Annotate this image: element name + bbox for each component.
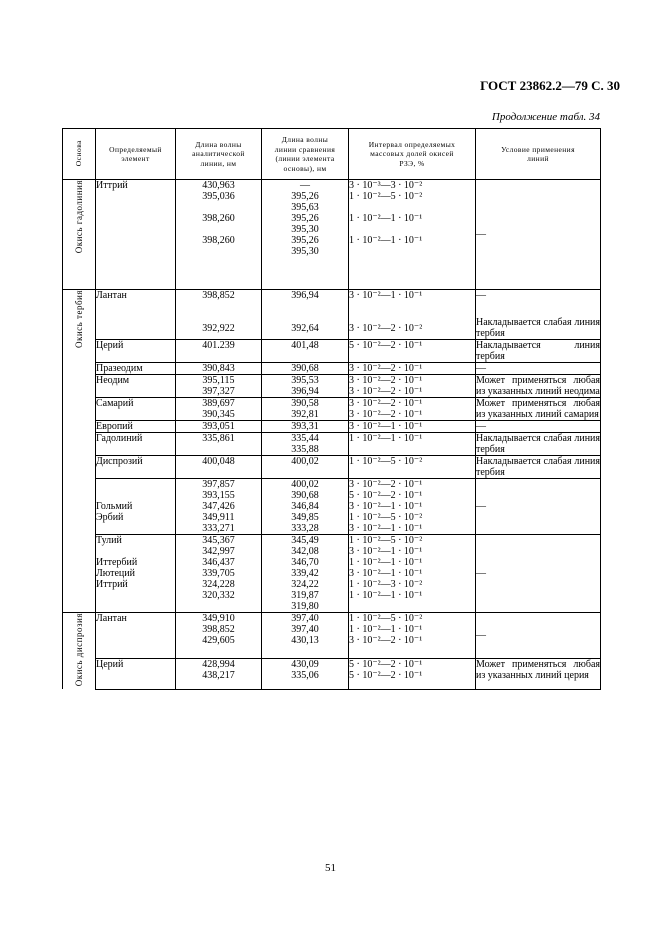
range-cell-line: 1 · 10⁻²—1 · 10⁻¹ [349,213,423,224]
element-cell [96,363,176,375]
element-cell [96,290,176,302]
element-cell-line: Лютеций [96,568,135,579]
range-cell-line: 1 · 10⁻²—5 · 10⁻² [349,512,423,523]
comparison-wavelength-cell-line: 396,94 [291,290,319,301]
range-cell-line [349,601,475,612]
comparison-wavelength-cell [262,301,349,340]
condition-text: — [476,501,486,512]
element-cell [96,398,176,421]
comparison-wavelength-cell-line: 335,44 [291,433,319,444]
analytic-wavelength-cell-line: 324,228 [202,579,235,590]
condition-cell [476,613,601,659]
range-cell-line: 3 · 10⁻²—2 · 10⁻¹ [349,375,423,386]
element-cell [96,421,176,433]
condition-text: Накладывается слабая линия тербия [476,456,600,478]
table-row [63,613,601,659]
comparison-wavelength-cell-line: 346,70 [291,557,319,568]
range-cell-line: 1 · 10⁻²—5 · 10⁻² [349,191,423,202]
element-cell-line: Иттрий [96,180,128,191]
table-row [63,456,601,479]
analytic-wavelength-cell [176,340,262,363]
analytic-wavelength-cell-line [176,202,261,213]
analytic-wavelength-cell [176,421,262,433]
comparison-wavelength-cell-line: 397,40 [291,613,319,624]
base-cell-terbium [63,290,96,613]
comparison-wavelength-cell [262,658,349,689]
analytic-wavelength-cell-line: 390,843 [202,363,235,374]
analytic-wavelength-cell-line: 397,327 [202,386,235,397]
comparison-wavelength-cell [262,180,349,290]
comparison-wavelength-cell [262,613,349,659]
comparison-wavelength-cell-line: 339,42 [291,568,319,579]
range-cell [349,375,476,398]
comparison-wavelength-cell-line: 319,87 [291,590,319,601]
element-cell-line: Тулий [96,535,122,546]
analytic-wavelength-cell [176,456,262,479]
range-cell-line: 1 · 10⁻²—1 · 10⁻¹ [349,590,423,601]
header-analytic-wavelength: Длина волны аналитической линии, нм [176,129,262,180]
comparison-wavelength-cell [262,479,349,535]
element-cell-line: Эрбий [96,512,124,523]
comparison-wavelength-cell-line: 319,80 [291,601,319,612]
range-cell-line: 3 · 10⁻²—2 · 10⁻¹ [349,635,423,646]
table-row [63,375,601,398]
range-cell-line [349,312,475,323]
analytic-wavelength-cell-line: 342,997 [202,546,235,557]
comparison-wavelength-cell [262,290,349,302]
element-cell [96,433,176,456]
table-body [63,180,601,690]
analytic-wavelength-cell-line: 345,367 [202,535,235,546]
table-row [63,479,601,535]
range-cell-line [349,224,475,235]
table-row [63,421,601,433]
comparison-wavelength-cell-line: 345,49 [291,535,319,546]
base-cell-gadolinium [63,180,96,290]
range-cell-line: 3 · 10⁻²—2 · 10⁻² [349,323,423,334]
comparison-wavelength-cell-line: 430,09 [291,658,319,670]
analytic-wavelength-cell-line: 395,115 [202,375,235,386]
range-cell-line: 1 · 10⁻²—5 · 10⁻² [349,456,423,467]
analytic-wavelength-cell-line: 333,271 [202,523,235,534]
range-cell-line: 3 · 10⁻²—1 · 10⁻¹ [349,546,423,557]
element-cell-line: Церий [96,658,124,670]
range-cell [349,535,476,613]
comparison-wavelength-cell [262,433,349,456]
page-number: 51 [325,862,336,874]
comparison-wavelength-cell-line: 324,22 [291,579,319,590]
range-cell [349,290,476,302]
condition-text: Накладывается линия тербия [476,340,600,362]
comparison-wavelength-cell-line: 430,13 [291,635,319,646]
range-cell [349,658,476,689]
analytic-wavelength-cell [176,363,262,375]
base-cell-dysprosium [63,613,96,690]
analytic-wavelength-cell-line: 398,852 [202,624,235,635]
range-cell-line: 3 · 10⁻²—1 · 10⁻¹ [349,421,423,432]
range-cell [349,433,476,456]
analytic-wavelength-cell [176,433,262,456]
range-cell-line: 3 · 10⁻²—2 · 10⁻¹ [349,479,423,490]
range-cell-line [349,202,475,213]
analytic-wavelength-cell-line: 398,852 [202,290,235,301]
table-row [63,398,601,421]
analytic-wavelength-cell-line: 349,910 [202,613,235,624]
condition-text: Накладывается слабая линия тербия [476,317,600,339]
range-cell-line: 3 · 10⁻²—1 · 10⁻¹ [349,568,423,579]
table-row [63,340,601,363]
element-cell-line: Гольмий [96,501,133,512]
range-cell-line: 5 · 10⁻²—2 · 10⁻¹ [349,669,423,681]
analytic-wavelength-cell [176,479,262,535]
range-cell-line: 3 · 10⁻²—2 · 10⁻¹ [349,363,423,374]
condition-cell [476,658,601,689]
range-cell-line: 3 · 10⁻³—3 · 10⁻² [349,180,423,191]
range-cell [349,340,476,363]
comparison-wavelength-cell-line: 401,48 [291,340,319,351]
range-cell-line: 1 · 10⁻²—1 · 10⁻¹ [349,433,423,444]
range-cell-line: 1 · 10⁻²—1 · 10⁻¹ [349,624,423,635]
element-cell-line: Гадолиний [96,433,143,444]
analytic-wavelength-cell-line: 339,705 [202,568,235,579]
table-header-row [63,129,601,180]
element-cell [96,535,176,613]
comparison-wavelength-cell [262,421,349,433]
comparison-wavelength-cell-line: 333,28 [291,523,319,534]
element-cell-line [96,301,175,312]
condition-text: — [476,421,486,432]
document-code: ГОСТ 23862.2—79 С. 30 [480,78,620,93]
comparison-wavelength-cell-line: 395,53 [291,375,319,386]
analytic-wavelength-cell-line [176,301,261,312]
element-cell [96,456,176,479]
element-cell-line: Лантан [96,613,127,624]
analytic-wavelength-cell-line [176,312,261,323]
header-base: Основа [63,129,96,180]
range-cell-line: 3 · 10⁻²—2 · 10⁻¹ [349,398,423,409]
range-cell [349,398,476,421]
range-cell-line: 3 · 10⁻²—1 · 10⁻¹ [349,501,423,512]
analytic-wavelength-cell-line: 430,963 [202,180,235,191]
table-row [63,301,601,340]
comparison-wavelength-cell-line: 342,08 [291,546,319,557]
analytic-wavelength-cell [176,535,262,613]
comparison-wavelength-cell [262,363,349,375]
element-cell-line: Неодим [96,375,130,386]
element-cell [96,658,176,689]
condition-cell [476,301,601,340]
element-cell-line: Самарий [96,398,134,409]
condition-cell [476,535,601,613]
condition-cell [476,433,601,456]
analytic-wavelength-cell-line: 438,217 [202,669,235,681]
element-cell [96,375,176,398]
comparison-wavelength-cell [262,456,349,479]
table-row [63,180,601,290]
analytic-wavelength-cell-line: 349,911 [202,512,235,523]
element-cell-line: Диспрозий [96,456,143,467]
analytic-wavelength-cell-line: 429,605 [202,635,235,646]
condition-cell [476,340,601,363]
base-label: Окись диспрозия [73,613,84,687]
range-cell-line: 5 · 10⁻²—2 · 10⁻¹ [349,490,423,501]
table-continuation-note: Продолжение табл. 34 [491,111,600,123]
table-row [63,290,601,302]
range-cell-line: 3 · 10⁻²—1 · 10⁻¹ [349,523,423,534]
condition-cell [476,363,601,375]
comparison-wavelength-cell [262,375,349,398]
range-cell-line: 5 · 10⁻²—2 · 10⁻¹ [349,340,423,351]
condition-cell [476,479,601,535]
table-row [63,433,601,456]
range-cell-line: 5 · 10⁻²—2 · 10⁻¹ [349,658,423,670]
analytic-wavelength-cell [176,658,262,689]
header-element: Определяемый элемент [96,129,176,180]
analytic-wavelength-cell-line: 320,332 [202,590,235,601]
header-condition: Условие применения линий [476,129,601,180]
condition-text: — [476,229,486,240]
condition-cell [476,290,601,302]
condition-text: Может применяться любая из указанных линий самария [476,398,600,420]
condition-cell [476,180,601,290]
spectral-lines-table [62,128,601,690]
range-cell-line: 1 · 10⁻²—5 · 10⁻² [349,535,423,546]
range-cell-line: 3 · 10⁻²—2 · 10⁻¹ [349,386,423,397]
condition-text: — [476,290,486,301]
analytic-wavelength-cell-line: 346,437 [202,557,235,568]
analytic-wavelength-cell-line: 401.239 [202,340,235,351]
range-cell-line: 1 · 10⁻²—5 · 10⁻² [349,613,423,624]
analytic-wavelength-cell-line [176,224,261,235]
analytic-wavelength-cell-line: 397,857 [202,479,235,490]
table-row [63,363,601,375]
comparison-wavelength-cell-line: 396,94 [291,386,319,397]
analytic-wavelength-cell [176,613,262,659]
comparison-wavelength-cell-line: 390,68 [291,363,319,374]
condition-text: — [476,568,486,579]
range-cell-line: 1 · 10⁻²—3 · 10⁻² [349,579,423,590]
table-row [63,535,601,613]
analytic-wavelength-cell-line: 392,922 [202,323,235,334]
comparison-wavelength-cell-line: 395,26 [291,213,319,224]
comparison-wavelength-cell-line: 395,30 [291,224,319,235]
comparison-wavelength-cell-line [262,312,348,323]
condition-cell [476,421,601,433]
condition-text: Может применяться любая из указанных линий неодима [476,375,600,397]
comparison-wavelength-cell [262,535,349,613]
table-row [63,658,601,689]
analytic-wavelength-cell-line: 335,861 [202,433,235,444]
condition-cell [476,398,601,421]
base-label: Окись гадолиния [73,180,84,254]
range-cell-line [349,301,475,312]
comparison-wavelength-cell-line: 397,40 [291,624,319,635]
comparison-wavelength-cell [262,398,349,421]
comparison-wavelength-cell-line: 392,81 [291,409,319,420]
comparison-wavelength-cell-line: 395,63 [291,202,319,213]
range-cell [349,301,476,340]
element-cell-line [96,546,175,557]
comparison-wavelength-cell-line: 395,26 [291,235,319,246]
element-cell-line [96,479,175,490]
element-cell [96,340,176,363]
element-cell-line [96,490,175,501]
comparison-wavelength-cell [262,340,349,363]
element-cell-line: Европий [96,421,133,432]
range-cell [349,421,476,433]
analytic-wavelength-cell-line: 395,036 [202,191,235,202]
analytic-wavelength-cell-line [176,601,261,612]
range-cell [349,613,476,659]
analytic-wavelength-cell-line: 347,426 [202,501,235,512]
analytic-wavelength-cell [176,180,262,290]
comparison-wavelength-cell-line: 393,31 [291,421,319,432]
element-cell [96,301,176,340]
analytic-wavelength-cell [176,398,262,421]
comparison-wavelength-cell-line: 390,58 [291,398,319,409]
element-cell [96,180,176,290]
comparison-wavelength-cell-line: 390,68 [291,490,319,501]
comparison-wavelength-cell-line [262,301,348,312]
comparison-wavelength-cell-line: 400,02 [291,456,319,467]
condition-text: Может применяться любая из указанных линий церия [476,658,600,681]
analytic-wavelength-cell-line: 389,697 [202,398,235,409]
comparison-wavelength-cell-line: 400,02 [291,479,319,490]
element-cell-line: Празеодим [96,363,143,374]
condition-text: — [476,629,486,641]
analytic-wavelength-cell-line: 393,051 [202,421,235,432]
range-cell-line: 3 · 10⁻²—2 · 10⁻¹ [349,409,423,420]
comparison-wavelength-cell-line: 392,64 [291,323,319,334]
element-cell [96,613,176,659]
analytic-wavelength-cell-line: 398,260 [202,213,235,224]
analytic-wavelength-cell [176,301,262,340]
condition-cell [476,456,601,479]
element-cell-line: Лантан [96,290,127,301]
analytic-wavelength-cell-line: 393,155 [202,490,235,501]
range-cell [349,180,476,290]
header-comparison-wavelength: Длина волны линии сравнения (линии элемента основы), нм [262,129,349,180]
element-cell-line: Иттрий [96,579,128,590]
analytic-wavelength-cell [176,290,262,302]
comparison-wavelength-cell-line: — [300,180,310,191]
comparison-wavelength-cell-line: 349,85 [291,512,319,523]
condition-text: — [476,363,486,374]
range-cell-line: 1 · 10⁻²—1 · 10⁻¹ [349,235,423,246]
analytic-wavelength-cell-line: 398,260 [202,235,235,246]
analytic-wavelength-cell-line: 390,345 [202,409,235,420]
element-cell-line: Иттербий [96,557,138,568]
condition-cell [476,375,601,398]
header-range: Интервал определяемых массовых долей окисей РЗЭ, % [349,129,476,180]
analytic-wavelength-cell-line [176,246,261,257]
element-cell [96,479,176,535]
comparison-wavelength-cell-line: 335,88 [291,444,319,455]
range-cell [349,456,476,479]
range-cell-line: 3 · 10⁻²—1 · 10⁻¹ [349,290,423,301]
range-cell [349,479,476,535]
analytic-wavelength-cell-line: 428,994 [202,658,235,670]
comparison-wavelength-cell-line: 395,26 [291,191,319,202]
comparison-wavelength-cell-line: 346,84 [291,501,319,512]
analytic-wavelength-cell [176,375,262,398]
range-cell-line: 1 · 10⁻²—1 · 10⁻¹ [349,557,423,568]
base-label: Окись тербия [73,290,84,349]
analytic-wavelength-cell-line: 400,048 [202,456,235,467]
range-cell [349,363,476,375]
element-cell-line: Церий [96,340,124,351]
condition-text: Накладывается слабая линия тербия [476,433,600,455]
range-cell-line [349,246,475,257]
comparison-wavelength-cell-line: 395,30 [291,246,319,257]
comparison-wavelength-cell-line: 335,06 [291,669,319,681]
